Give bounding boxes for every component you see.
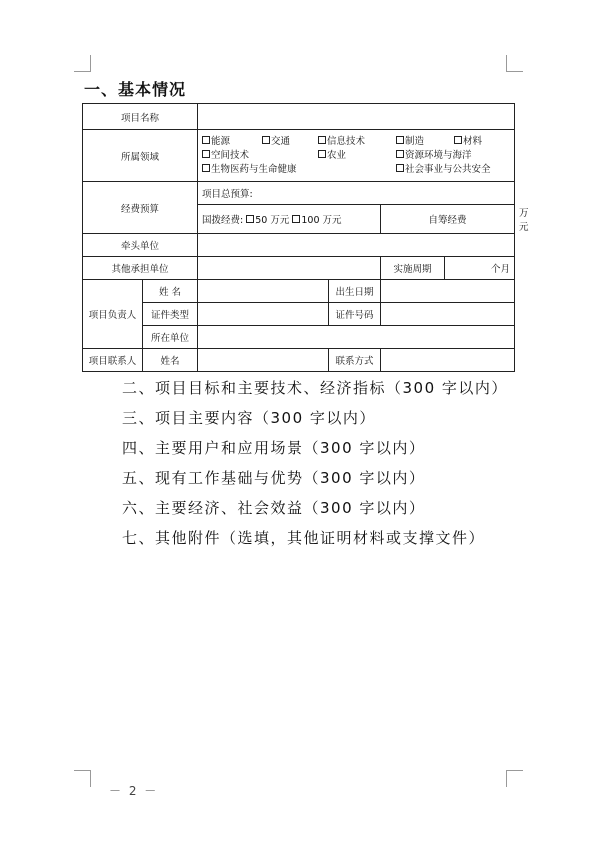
row-budget-total: [83, 182, 515, 205]
birth-date-label: 出生日期: [329, 280, 381, 303]
field-option[interactable]: 材料: [454, 135, 504, 148]
contact-name-label: 姓名: [143, 349, 198, 372]
heading-users-scenarios: 四、主要用户和应用场景（300 字以内）: [122, 439, 426, 457]
checkbox-icon: [202, 150, 210, 158]
contact-name-input[interactable]: [198, 349, 329, 372]
affiliation-input[interactable]: [198, 326, 515, 349]
row-contact: [83, 349, 515, 372]
section-title: 一、基本情况: [84, 80, 187, 99]
national-funding-field: [198, 205, 381, 234]
row-budget-detail: 国拨经费: 50 万元 100 万元 自筹经费 万元: [83, 205, 515, 234]
field-option[interactable]: 社会事业与公共安全: [396, 163, 504, 176]
row-field: [83, 130, 515, 182]
crop-mark-top-right: [506, 55, 523, 72]
heading-main-content: 三、项目主要内容（300 字以内）: [122, 409, 376, 427]
checkbox-icon: [246, 215, 254, 223]
project-name-input[interactable]: [198, 104, 515, 130]
checkbox-icon: [396, 136, 404, 144]
period-label: 实施周期: [381, 257, 445, 280]
checkbox-icon: [396, 164, 404, 172]
heading-foundation: 五、现有工作基础与优势（300 字以内）: [122, 469, 426, 487]
period-input[interactable]: 个月: [445, 257, 515, 280]
leader-name-input[interactable]: [198, 280, 329, 303]
leader-name-label: 姓 名: [143, 280, 198, 303]
row-leader-affiliation: [83, 326, 515, 349]
basic-info-table: [82, 103, 529, 372]
id-type-label: 证件类型: [143, 303, 198, 326]
self-funding-label: 自筹经费: [381, 205, 515, 234]
checkbox-icon: [202, 164, 210, 172]
id-number-input[interactable]: [381, 303, 515, 326]
field-option[interactable]: 资源环境与海洋: [396, 149, 504, 162]
option-50[interactable]: 50 万元: [246, 215, 289, 226]
crop-mark-bottom-left: [74, 770, 91, 787]
crop-mark-top-left: [74, 55, 91, 72]
lead-unit-label: 牵头单位: [83, 234, 198, 257]
budget-total-label: 项目总预算:: [202, 189, 253, 200]
heading-attachments: 七、其他附件（选填，其他证明材料或支撑文件）: [122, 529, 486, 547]
checkbox-icon: [318, 136, 326, 144]
page-number: － 2 －: [109, 784, 159, 798]
row-other-units: [83, 257, 515, 280]
other-units-label: 其他承担单位: [83, 257, 198, 280]
field-option[interactable]: 空间技术: [202, 149, 318, 162]
row-leader-name: [83, 280, 515, 303]
lead-unit-input[interactable]: [198, 234, 515, 257]
heading-objectives: 二、项目目标和主要技术、经济指标（300 字以内）: [122, 379, 508, 397]
field-options: [198, 130, 515, 182]
checkbox-icon: [454, 136, 462, 144]
contact-method-label: 联系方式: [329, 349, 381, 372]
option-100[interactable]: 100 万元: [292, 215, 341, 226]
affiliation-label: 所在单位: [143, 326, 198, 349]
budget-total-field[interactable]: [198, 182, 515, 205]
project-name-label: 项目名称: [83, 104, 198, 130]
checkbox-icon: [292, 215, 300, 223]
national-funding-label: 国拨经费:: [202, 215, 244, 226]
row-project-name: [83, 104, 515, 130]
checkbox-icon: [318, 150, 326, 158]
field-option[interactable]: 农业: [318, 149, 396, 162]
row-lead-unit: [83, 234, 515, 257]
id-number-label: 证件号码: [329, 303, 381, 326]
heading-benefits: 六、主要经济、社会效益（300 字以内）: [122, 499, 426, 517]
crop-mark-bottom-right: [506, 770, 523, 787]
other-units-input[interactable]: [198, 257, 381, 280]
field-option[interactable]: 生物医药与生命健康: [202, 163, 396, 176]
row-leader-id: [83, 303, 515, 326]
field-option[interactable]: 交通: [262, 135, 318, 148]
field-option[interactable]: 能源: [202, 135, 262, 148]
checkbox-icon: [396, 150, 404, 158]
checkbox-icon: [262, 136, 270, 144]
budget-label: 经费预算: [83, 182, 198, 234]
field-option[interactable]: 信息技术: [318, 135, 396, 148]
checkbox-icon: [202, 136, 210, 144]
contact-method-input[interactable]: [381, 349, 515, 372]
leader-label: 项目负责人: [83, 280, 143, 349]
contact-label: 项目联系人: [83, 349, 143, 372]
birth-date-input[interactable]: [381, 280, 515, 303]
field-label: 所属领域: [83, 130, 198, 182]
field-option[interactable]: 制造: [396, 135, 454, 148]
id-type-input[interactable]: [198, 303, 329, 326]
